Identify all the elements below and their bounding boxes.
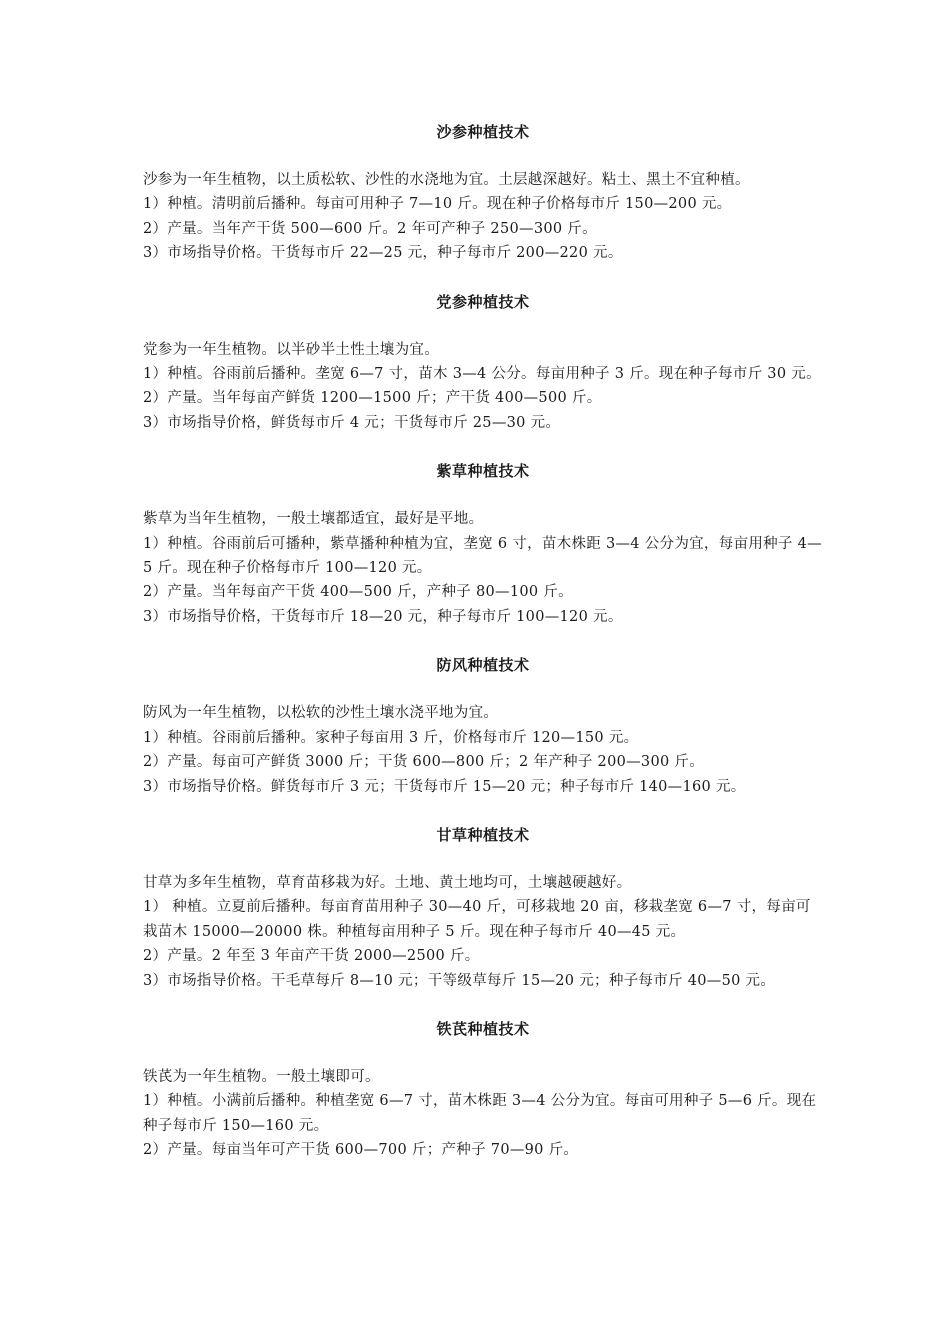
yield-paragraph: 2）产量。当年每亩产干货 400—500 斤，产种子 80—100 斤。 — [143, 584, 573, 601]
yield-paragraph: 2）产量。2 年至 3 年亩产干货 2000—2500 斤。 — [143, 948, 480, 965]
planting-paragraph: 1）种植。谷雨前后播种。垄宽 6—7 寸，苗木 3—4 公分。每亩用种子 3 斤。现在种子每市斤 30 元。 — [143, 366, 821, 383]
intro-paragraph: 铁芪为一年生植物。一般土壤即可。 — [143, 1068, 380, 1085]
section-title: 防风种植技术 — [436, 656, 530, 675]
section-title: 党参种植技术 — [436, 292, 530, 311]
yield-paragraph: 2）产量。每亩当年可产干货 600—700 斤；产种子 70—90 斤。 — [143, 1142, 579, 1159]
planting-paragraph: 1）种植。小满前后播种。种植垄宽 6—7 寸，苗木株距 3—4 公分为宜。每亩可用种子 5—6 斤。现在种子每市斤 150—160 元。 — [143, 1093, 817, 1134]
section-dangshen — [143, 290, 823, 436]
planting-paragraph: 1）种植。谷雨前后可播种，紫草播种种植为宜，垄宽 6 寸，苗木株距 3—4 公分为宜，每亩用种子 4—5 斤。现在种子价格每市斤 100—120 元。 — [143, 535, 822, 577]
section-zicao — [143, 459, 823, 629]
yield-paragraph: 2）产量。当年产干货 500—600 斤。2 年可产种子 250—300 斤。 — [143, 220, 597, 237]
section-title: 紫草种植技术 — [436, 462, 530, 481]
section-title: 甘草种植技术 — [436, 825, 530, 844]
planting-paragraph: 1） 种植。立夏前后播种。每亩育苗用种子 30—40 斤，可移栽地 20 亩，移栽垄宽 6—7 寸，每亩可栽苗木 15000—20000 株。种植每亩用种子 5 斤。现在种子每市斤 40—45 元。 — [143, 899, 811, 940]
intro-paragraph: 防风为一年生植物，以松软的沙性土壤水浇平地为宜。 — [143, 705, 499, 722]
planting-paragraph: 1）种植。清明前后播种。每亩可用种子 7—10 斤。现在种子价格每市斤 150—200 元。 — [143, 196, 732, 213]
price-paragraph: 3）市场指导价格，干货每市斤 18—20 元，种子每市斤 100—120 元。 — [143, 608, 623, 625]
price-paragraph: 3）市场指导价格，鲜货每市斤 4 元；干货每市斤 25—30 元。 — [143, 414, 561, 431]
section-fangfeng — [143, 653, 823, 799]
section-shashen — [143, 120, 823, 266]
price-paragraph: 3）市场指导价格。鲜货每市斤 3 元；干货每市斤 15—20 元；种子每市斤 140—160 元。 — [143, 778, 746, 795]
section-title: 铁芪种植技术 — [436, 1019, 530, 1038]
price-paragraph: 3）市场指导价格。干毛草每斤 8—10 元；干等级草每斤 15—20 元；种子每市斤 40—50 元。 — [143, 972, 776, 989]
document-body — [143, 120, 823, 1163]
intro-paragraph: 党参为一年生植物。以半砂半土性土壤为宜。 — [143, 341, 439, 358]
section-title: 沙参种植技术 — [436, 123, 530, 141]
price-paragraph: 3）市场指导价格。干货每市斤 22—25 元，种子每市斤 200—220 元。 — [143, 245, 623, 262]
planting-paragraph: 1）种植。谷雨前后播种。家种子每亩用 3 斤，价格每市斤 120—150 元。 — [143, 729, 639, 746]
section-tieqi — [143, 1017, 823, 1163]
intro-paragraph: 紫草为当年生植物，一般土壤都适宜，最好是平地。 — [143, 511, 484, 528]
yield-paragraph: 2）产量。当年每亩产鲜货 1200—1500 斤；产干货 400—500 斤。 — [143, 390, 602, 407]
section-gancao — [143, 823, 823, 993]
intro-paragraph: 沙参为一年生植物，以土质松软、沙性的水浇地为宜。土层越深越好。粘土、黑土不宜种植。 — [143, 172, 750, 188]
intro-paragraph: 甘草为多年生植物，草育苗移栽为好。土地、黄土地均可，土壤越硬越好。 — [143, 874, 632, 891]
yield-paragraph: 2）产量。每亩可产鲜货 3000 斤；干货 600—800 斤；2 年产种子 200—300 斤。 — [143, 754, 705, 771]
